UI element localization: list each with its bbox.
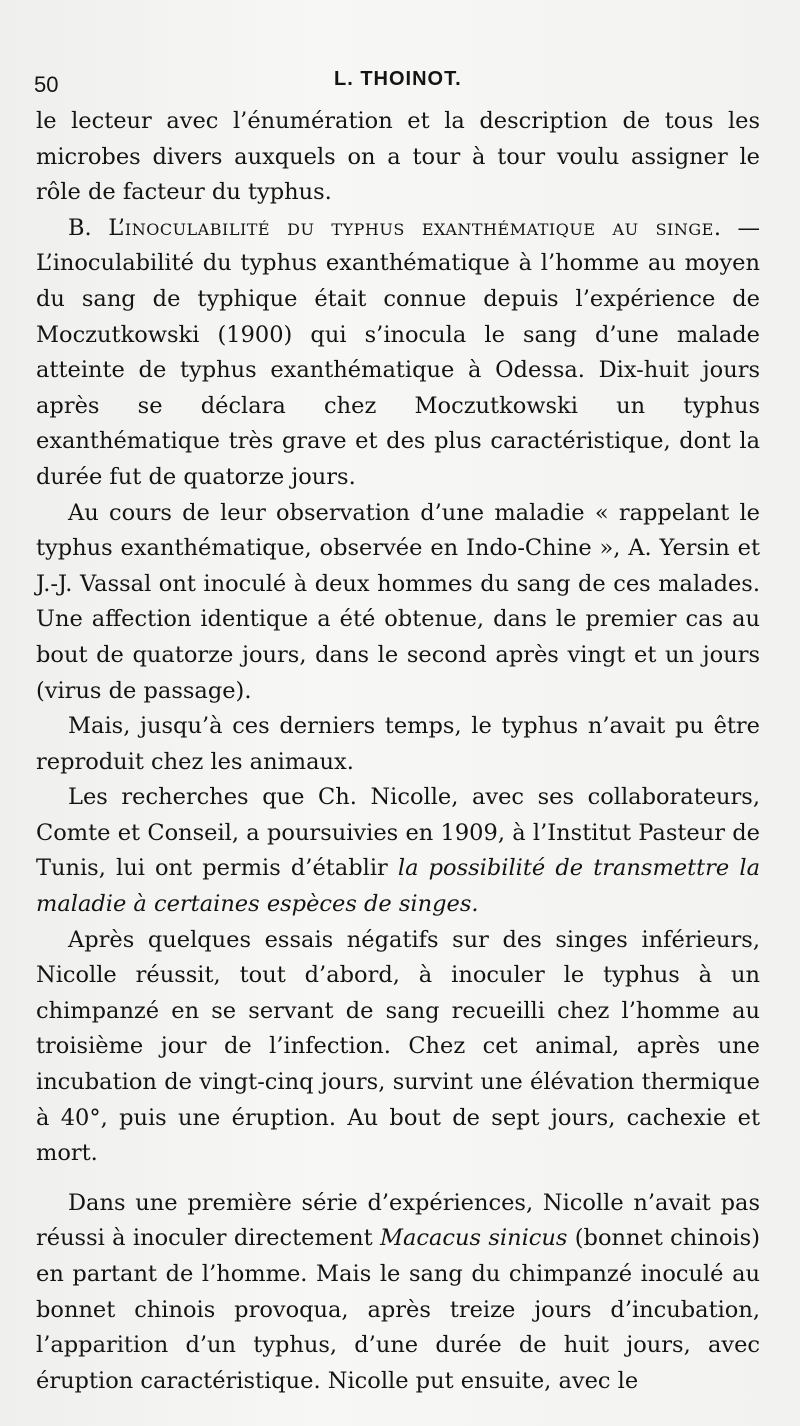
- paragraph-text: Dans une première série d’expériences, Nicolle n’avait pas réussi à inoculer directement: [36, 1189, 760, 1252]
- page-header: [34, 68, 774, 104]
- paragraph: [36, 709, 760, 780]
- section-heading-smallcaps: inoculabilité du typhus exanthématique au singe: [124, 214, 714, 241]
- body-text: [36, 104, 760, 1399]
- paragraph-text: (bonnet chinois) en partant de l’homme. Mais le sang du chimpanzé inoculé au bonnet chinois provoqua, après treize jours d’incubation, l’apparition d’un typhus, d’une durée de huit jours, avec éruption caractéristique. Nicolle put ensuite, avec le: [36, 1225, 761, 1394]
- paragraph: [36, 211, 760, 496]
- italic-text: la possibilité de transmettre la maladie à certaines espèces de singes.: [36, 855, 760, 918]
- paragraph: [36, 780, 760, 922]
- paragraph-text: Mais, jusqu’à ces derniers temps, le typhus n’avait pu être reproduit chez les animaux.: [36, 713, 760, 775]
- running-head: L. THOINOT.: [334, 68, 462, 90]
- paragraph: [36, 104, 760, 211]
- paragraph-text: Les recherches que Ch. Nicolle, avec ses collaborateurs, Comte et Conseil, a poursuivies en 1909, à l’Institut Pasteur de Tunis, lui ont permis d’établir: [36, 784, 760, 882]
- paragraph: [36, 923, 760, 1172]
- paragraph-text: Au cours de leur observation d’une maladie « rappelant le typhus exanthématique, observée en Indo-Chine », A. Yersin et J.-J. Vassal ont inoculé à deux hommes du sang de ces malades. Une affection identique a été obtenue, dans le premier cas au bout de quatorze jours, dans le second après vingt et un jours (virus de passage).: [36, 499, 760, 704]
- paragraph: [36, 496, 760, 710]
- paragraph-text: . — L’inoculabilité du typhus exanthématique à l’homme au moyen du sang de typhique était connue depuis l’expérience de Moczutkowski (1900) qui s’inocula le sang d’une malade atteinte de typhus exanthématique à Odessa. Dix-huit jours après se déclara chez Moczutkowski un typhus exanthématique très grave et des plus caractéristique, dont la durée fut de quatorze jours.: [36, 214, 760, 490]
- paragraph-text: B. L’: [68, 214, 125, 241]
- paragraph-text: le lecteur avec l’énumération et la description de tous les microbes divers auxquels on a tour à tour voulu assigner le rôle de facteur du typhus.: [36, 108, 760, 206]
- page-number: 50: [34, 72, 59, 97]
- paragraph-text: Après quelques essais négatifs sur des singes inférieurs, Nicolle réussit, tout d’abord, à inoculer le typhus à un chimpanzé en se servant de sang recueilli chez l’homme au troisième jour de l’infection. Chez cet animal, après une incubation de vingt-cinq jours, survint une élévation thermique à 40°, puis une éruption. Au bout de sept jours, cachexie et mort.: [36, 926, 760, 1167]
- italic-text: Macacus sinicus: [379, 1225, 568, 1252]
- paragraph: [36, 1186, 760, 1400]
